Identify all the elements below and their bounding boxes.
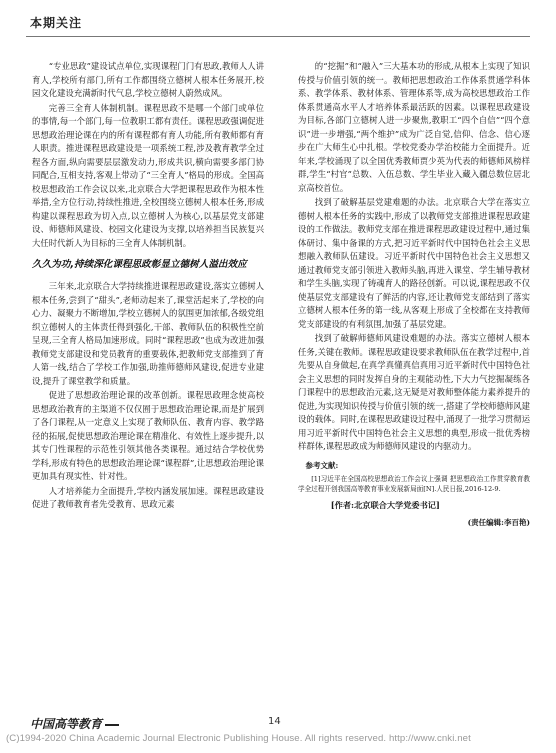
references-title: 参考文献:: [305, 460, 339, 470]
journal-logo-text: 中国高等教育: [30, 717, 103, 731]
page-number: 14: [268, 716, 281, 727]
body-paragraph: 完善三全育人体制机制。课程思政不是哪一个部门或单位的事情,每一个部门,每一位教职工都有责任。课程思政强调促进思想政治理论课在内的所有课程都有育人功能,所有教师都有育人职责。推进课程思政建设是一项系统工程,涉及教育教学全过程各方面,纵向需要层层激发动力,形成共识,横向需要多部门协同配合,互相支持,客观上带动了“三全育人”格局的形成。全国高校思想政治工作会议以来,北京联合大学把课程思政作为根本性举措,全方位行动,持续性推进,全校围绕立德树人根本任务,形成构建以课程思政为切入点,以立德树人为核心,以基层党支部建设、师德师风建设、校园文化建设为支撑,以培养担当民族复兴大任时代新人为目标的三全育人体制机制。: [32, 102, 264, 248]
logo-stroke: [105, 724, 119, 726]
author-credit: [作者:北京联合大学党委书记]: [330, 500, 440, 510]
body-paragraph: 找到了破解基层党建难题的办法。北京联合大学在落实立德树人根本任务的实践中,形成了以教师党支部推进课程思政建设的工作做法。教师党支部在推进课程思政建设过程中,通过集体研讨、集中备课的方式,把习近平新时代中国特色社会主义思想融入教师队伍建设。习近平新时代中国特色社会主义思想又通过教师党支部引领进入教师头脑,再进入课堂、学生辅导教材和学生头脑,实现了铸魂育人的路径创新。可以说,课程思政不仅使基层党支部建设有了鲜活的内容,还让教师党支部结到了落实立德树人根本任务的第一线,从客观上形成了全校都在支持教师党支部建设的有利氛围,加强了基层党建。: [298, 197, 530, 329]
body-paragraph: 的“挖掘”和“融入”三大基本功的形成,从根本上实现了知识传授与价值引领的统一。教师把思想政治工作体系贯通学科体系、教学体系、教材体系、管理体系等,成为高校思想政治工作体系贯通高水平人才培养体系最活跃的因素。以课程思政建设为目标,各部门立德树人进一步聚焦,教职工“四个自信”“四个意识”进一步增强,“两个维护”成为广泛自觉,信仰、信念、信心逐步在广大师生心中扎根。学校党委办学治校能力全面提升。近年来,学校涌现了以全国优秀教师贾少英为代表的师德师风榜样群,学生“村官”总数、入伍总数、学生毕业入藏入疆总数位居北京高校首位。: [298, 61, 530, 193]
copyright-watermark: (C)1994-2020 China Academic Journal Electronic Publishing House. All rights reserved. http://www.cnki.net: [6, 733, 471, 744]
reference-item: [1]习近平在全国高校思想政治工作会议上强调 把思想政治工作贯穿教育教学全过程开创我国高等教育事业发展新局面[N].人民日报,2016-12-9.: [298, 475, 530, 493]
journal-logo: [30, 715, 119, 732]
right-column: [298, 60, 530, 529]
body-paragraph: 三年来,北京联合大学持续推进课程思政建设,落实立德树人根本任务,尝到了“甜头”,老师动起来了,课堂活起来了,学校的向心力、凝聚力不断增加,学校立德树人的氛围更加浓郁,各级党组织立德树人的主体责任得到强化,干部、教师队伍的积极性空前呈现,三全育人格局加速形成。同时“课程思政”也成为改进加强教师党支部建设和党员教育的重要载体,把教师党支部推到了育人第一线,结合了学校工作加强,助推师德师风建设,促进专业建设,提升了课堂教学和质量。: [32, 281, 264, 386]
body-paragraph: 找到了破解师德师风建设难题的办法。落实立德树人根本任务,关键在教师。课程思政建设要求教师队伍在教学过程中,首先要从自身做起,在真学真懂真信真用习近平新时代中国特色社会主义思想的同时发挥自身的主观能动性,下大力气挖掘凝练各门课程中的思想政治元素,这无疑是对教师整体能力素养提升的促进,为实现知识传授与价值引领的统一,搭建了学校师德师风建设的载体。同时,在课程思政建设过程中,涌现了一批学习贯彻运用习近平新时代中国特色社会主义思想的典型,形成一批优秀榜样群体,课程思政成为师德师风建设的内驱动力。: [298, 333, 530, 451]
header-rule: [26, 36, 530, 37]
body-paragraph: “专业思政”建设试点单位,实现课程门门有思政,教师人人讲育人,学校所有部门,所有工作都围绕立德树人根本任务展开,校园文化建设充满新时代气息,学校立德树人蔚然成风。: [32, 61, 264, 98]
section-label: 本期关注: [30, 16, 83, 30]
editor-credit: (责任编辑:李百艳): [467, 517, 530, 527]
left-column: [32, 60, 264, 513]
section-heading: 久久为功,持续深化课程思政彰显立德树人溢出效应: [32, 259, 247, 270]
body-paragraph: 促进了思想政治理论课的改革创新。课程思政理念使高校思想政治教育的主渠道不仅仅囿于思想政治理论课,而是扩展到了各门课程,从一定意义上实现了教师队伍、教育内容、教学路径的拓展,促使思想政治理论课在精准化、有效性上逐步提升,以其专门性课程的示范性引领其他各类课程。通过结合学校优势学科,形成有特色的思想政治理论课“课程群”,让思想政治理论课更加具有现实性、针对性。: [32, 390, 264, 481]
body-paragraph: 人才培养能力全面提升,学校内涵发展加速。课程思政建设促进了教师教育者先受教育、思政元素: [32, 485, 264, 509]
